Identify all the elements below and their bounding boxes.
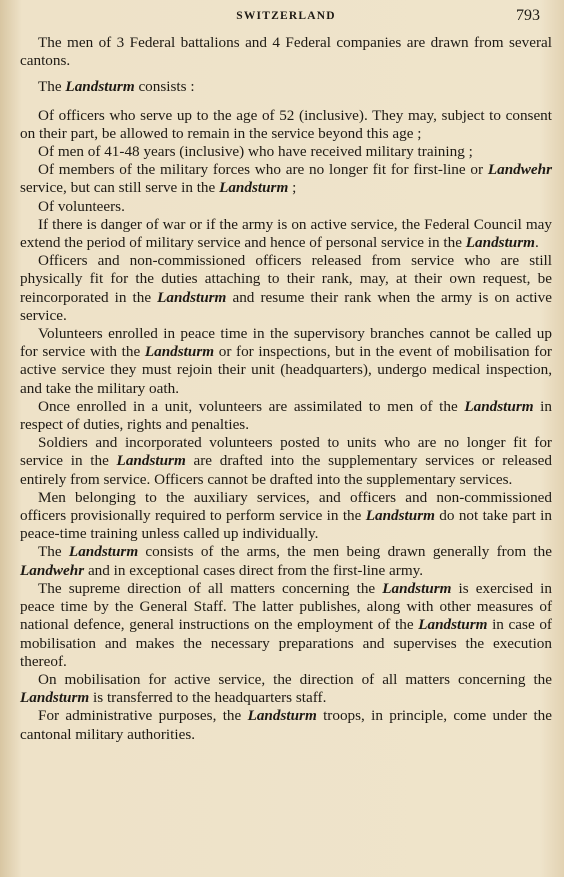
emphasis-term: Landsturm: [68, 543, 139, 561]
paragraph: For administrative purposes, the Landsturm troops, in principle, come under the cantonal military authorities.: [20, 707, 552, 743]
paragraph: On mobilisation for active service, the direction of all matters concerning the Landsturm is transferred to the headquarters staff.: [20, 670, 552, 707]
emphasis-term: Landsturm: [20, 689, 90, 707]
emphasis-term: Landsturm: [464, 397, 534, 415]
body-text: [20, 34, 552, 744]
paragraph: Of volunteers.: [38, 197, 125, 215]
emphasis-term: Landsturm: [116, 452, 186, 470]
paragraph: If there is danger of war or if the army is on active service, the Federal Council may extend the period of military service and hence of personal service in the Landsturm.: [20, 215, 552, 252]
paragraph: The Landsturm consists of the arms, the men being drawn generally from the Landwehr and in exceptional cases direct from the first-line army.: [20, 543, 552, 579]
running-head: SWITZERLAND: [236, 10, 336, 22]
emphasis-term: Landsturm: [65, 78, 135, 96]
emphasis-term: Landsturm: [465, 234, 535, 252]
paragraph: Once enrolled in a unit, volunteers are assimilated to men of the Landsturm in respect of duties, rights and penalties.: [20, 397, 552, 434]
paragraph: The Landsturm consists :: [38, 78, 195, 96]
paragraph: Men belonging to the auxiliary services, and officers and non-commissioned officers provisionally required to perform service in the Landsturm do not take part in peace-time training unless called up individually.: [20, 488, 552, 543]
emphasis-term: Landsturm: [157, 288, 227, 306]
emphasis-term: Landwehr: [487, 161, 552, 179]
paragraph: Of men of 41-48 years (inclusive) who have received military training ;: [38, 143, 473, 161]
emphasis-term: Landsturm: [418, 616, 488, 634]
emphasis-term: Landsturm: [247, 707, 317, 725]
emphasis-term: Landsturm: [144, 343, 215, 361]
paragraph: Volunteers enrolled in peace time in the supervisory branches cannot be called up for service with the Landsturm or for inspections, but in the event of mobilisation for active service they must rejoin their unit (headquarters), undergo medical inspection, and take the military oath.: [20, 325, 552, 397]
paragraph: Soldiers and incorporated volunteers posted to units who are no longer fit for service in the Landsturm are drafted into the supplementary services or released entirely from service. Officers cannot be drafted into the supplementary services.: [20, 434, 552, 488]
emphasis-term: Landsturm: [365, 507, 435, 525]
page-header: [20, 8, 552, 34]
emphasis-term: Landwehr: [20, 561, 85, 579]
paragraph: Of officers who serve up to the age of 52 (inclusive). They may, subject to consent on their part, be allowed to remain in the service beyond this age ;: [20, 106, 552, 142]
emphasis-term: Landsturm: [382, 579, 452, 597]
paragraph: The men of 3 Federal battalions and 4 Federal companies are drawn from several cantons.: [20, 34, 552, 70]
emphasis-term: Landsturm: [219, 179, 289, 197]
page-number: 793: [516, 7, 540, 24]
paragraph: Officers and non-commissioned officers released from service who are still physically fit for the duties attaching to their rank, may, at their own request, be reincorporated in the Landsturm and resume their rank when the army is on active service.: [20, 252, 552, 324]
paragraph: The supreme direction of all matters concerning the Landsturm is exercised in peace time by the General Staff. The latter publishes, along with other measures of national defence, general instructions on the employment of the Landsturm in case of mobilisation and makes the necessary preparations and supervises the execution thereof.: [20, 579, 552, 670]
paragraph: Of members of the military forces who are no longer fit for first-line or Landwehr service, but can still serve in the Landsturm ;: [20, 161, 552, 197]
